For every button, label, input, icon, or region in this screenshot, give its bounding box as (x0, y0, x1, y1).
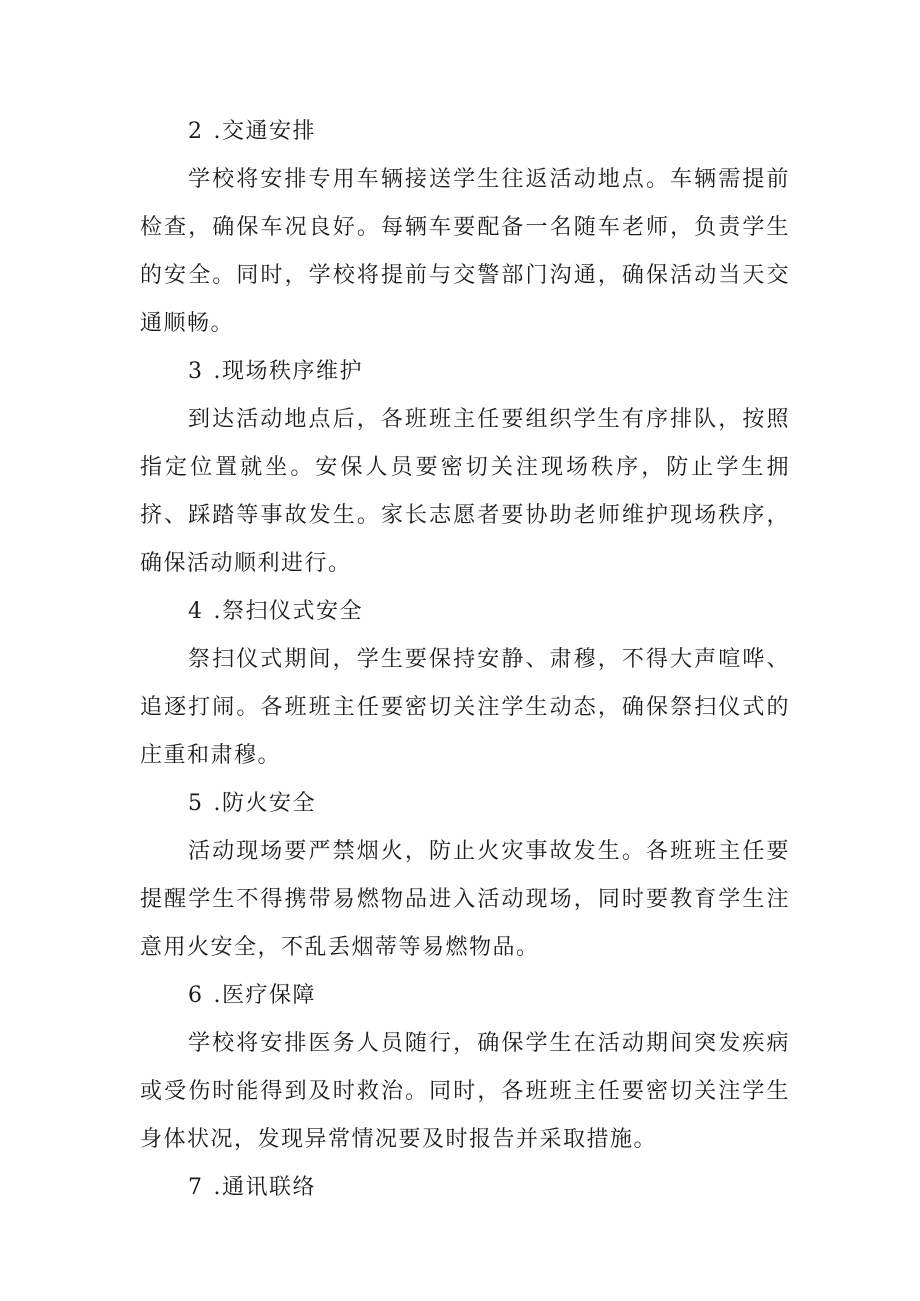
document-body (140, 108, 790, 1212)
section-number: 7 (188, 1175, 204, 1200)
section-paragraph-6: 学校将安排医务人员随行，确保学生在活动期间突发疾病或受伤时能得到及时救治。同时，各班班主任要密切关注学生身体状况，发现异常情况要及时报告并采取措施。 (140, 1031, 790, 1152)
section-number: 2 (188, 119, 204, 144)
section-paragraph-2: 学校将安排专用车辆接送学生往返活动地点。车辆需提前检查，确保车况良好。每辆车要配备一名随车老师，负责学生的安全。同时，学校将提前与交警部门沟通，确保活动当天交通顺畅。 (140, 167, 790, 336)
section-title: .祭扫仪式安全 (213, 599, 363, 624)
section-title: .医疗保障 (213, 983, 316, 1008)
section-number: 5 (188, 791, 204, 816)
section-title: .现场秩序维护 (213, 359, 363, 384)
section-number: 4 (188, 599, 204, 624)
section-paragraph-4: 祭扫仪式期间，学生要保持安静、肃穆，不得大声喧哗、追逐打闹。各班班主任要密切关注学生动态，确保祭扫仪式的庄重和肃穆。 (140, 647, 790, 768)
section-number: 6 (188, 983, 204, 1008)
section-title: .防火安全 (213, 791, 316, 816)
section-title: .通讯联络 (213, 1175, 316, 1200)
section-paragraph-5: 活动现场要严禁烟火，防止火灾事故发生。各班班主任要提醒学生不得携带易燃物品进入活动现场，同时要教育学生注意用火安全，不乱丢烟蒂等易燃物品。 (140, 839, 790, 960)
section-heading-3 (140, 348, 790, 396)
section-number: 3 (188, 359, 204, 384)
section-heading-6 (140, 972, 790, 1020)
section-paragraph-3: 到达活动地点后，各班班主任要组织学生有序排队，按照指定位置就坐。安保人员要密切关注现场秩序，防止学生拥挤、踩踏等事故发生。家长志愿者要协助老师维护现场秩序，确保活动顺利进行。 (140, 407, 790, 576)
section-heading-2 (140, 108, 790, 156)
section-heading-5 (140, 780, 790, 828)
section-heading-4 (140, 588, 790, 636)
section-heading-7 (140, 1164, 790, 1212)
section-title: .交通安排 (213, 119, 316, 144)
